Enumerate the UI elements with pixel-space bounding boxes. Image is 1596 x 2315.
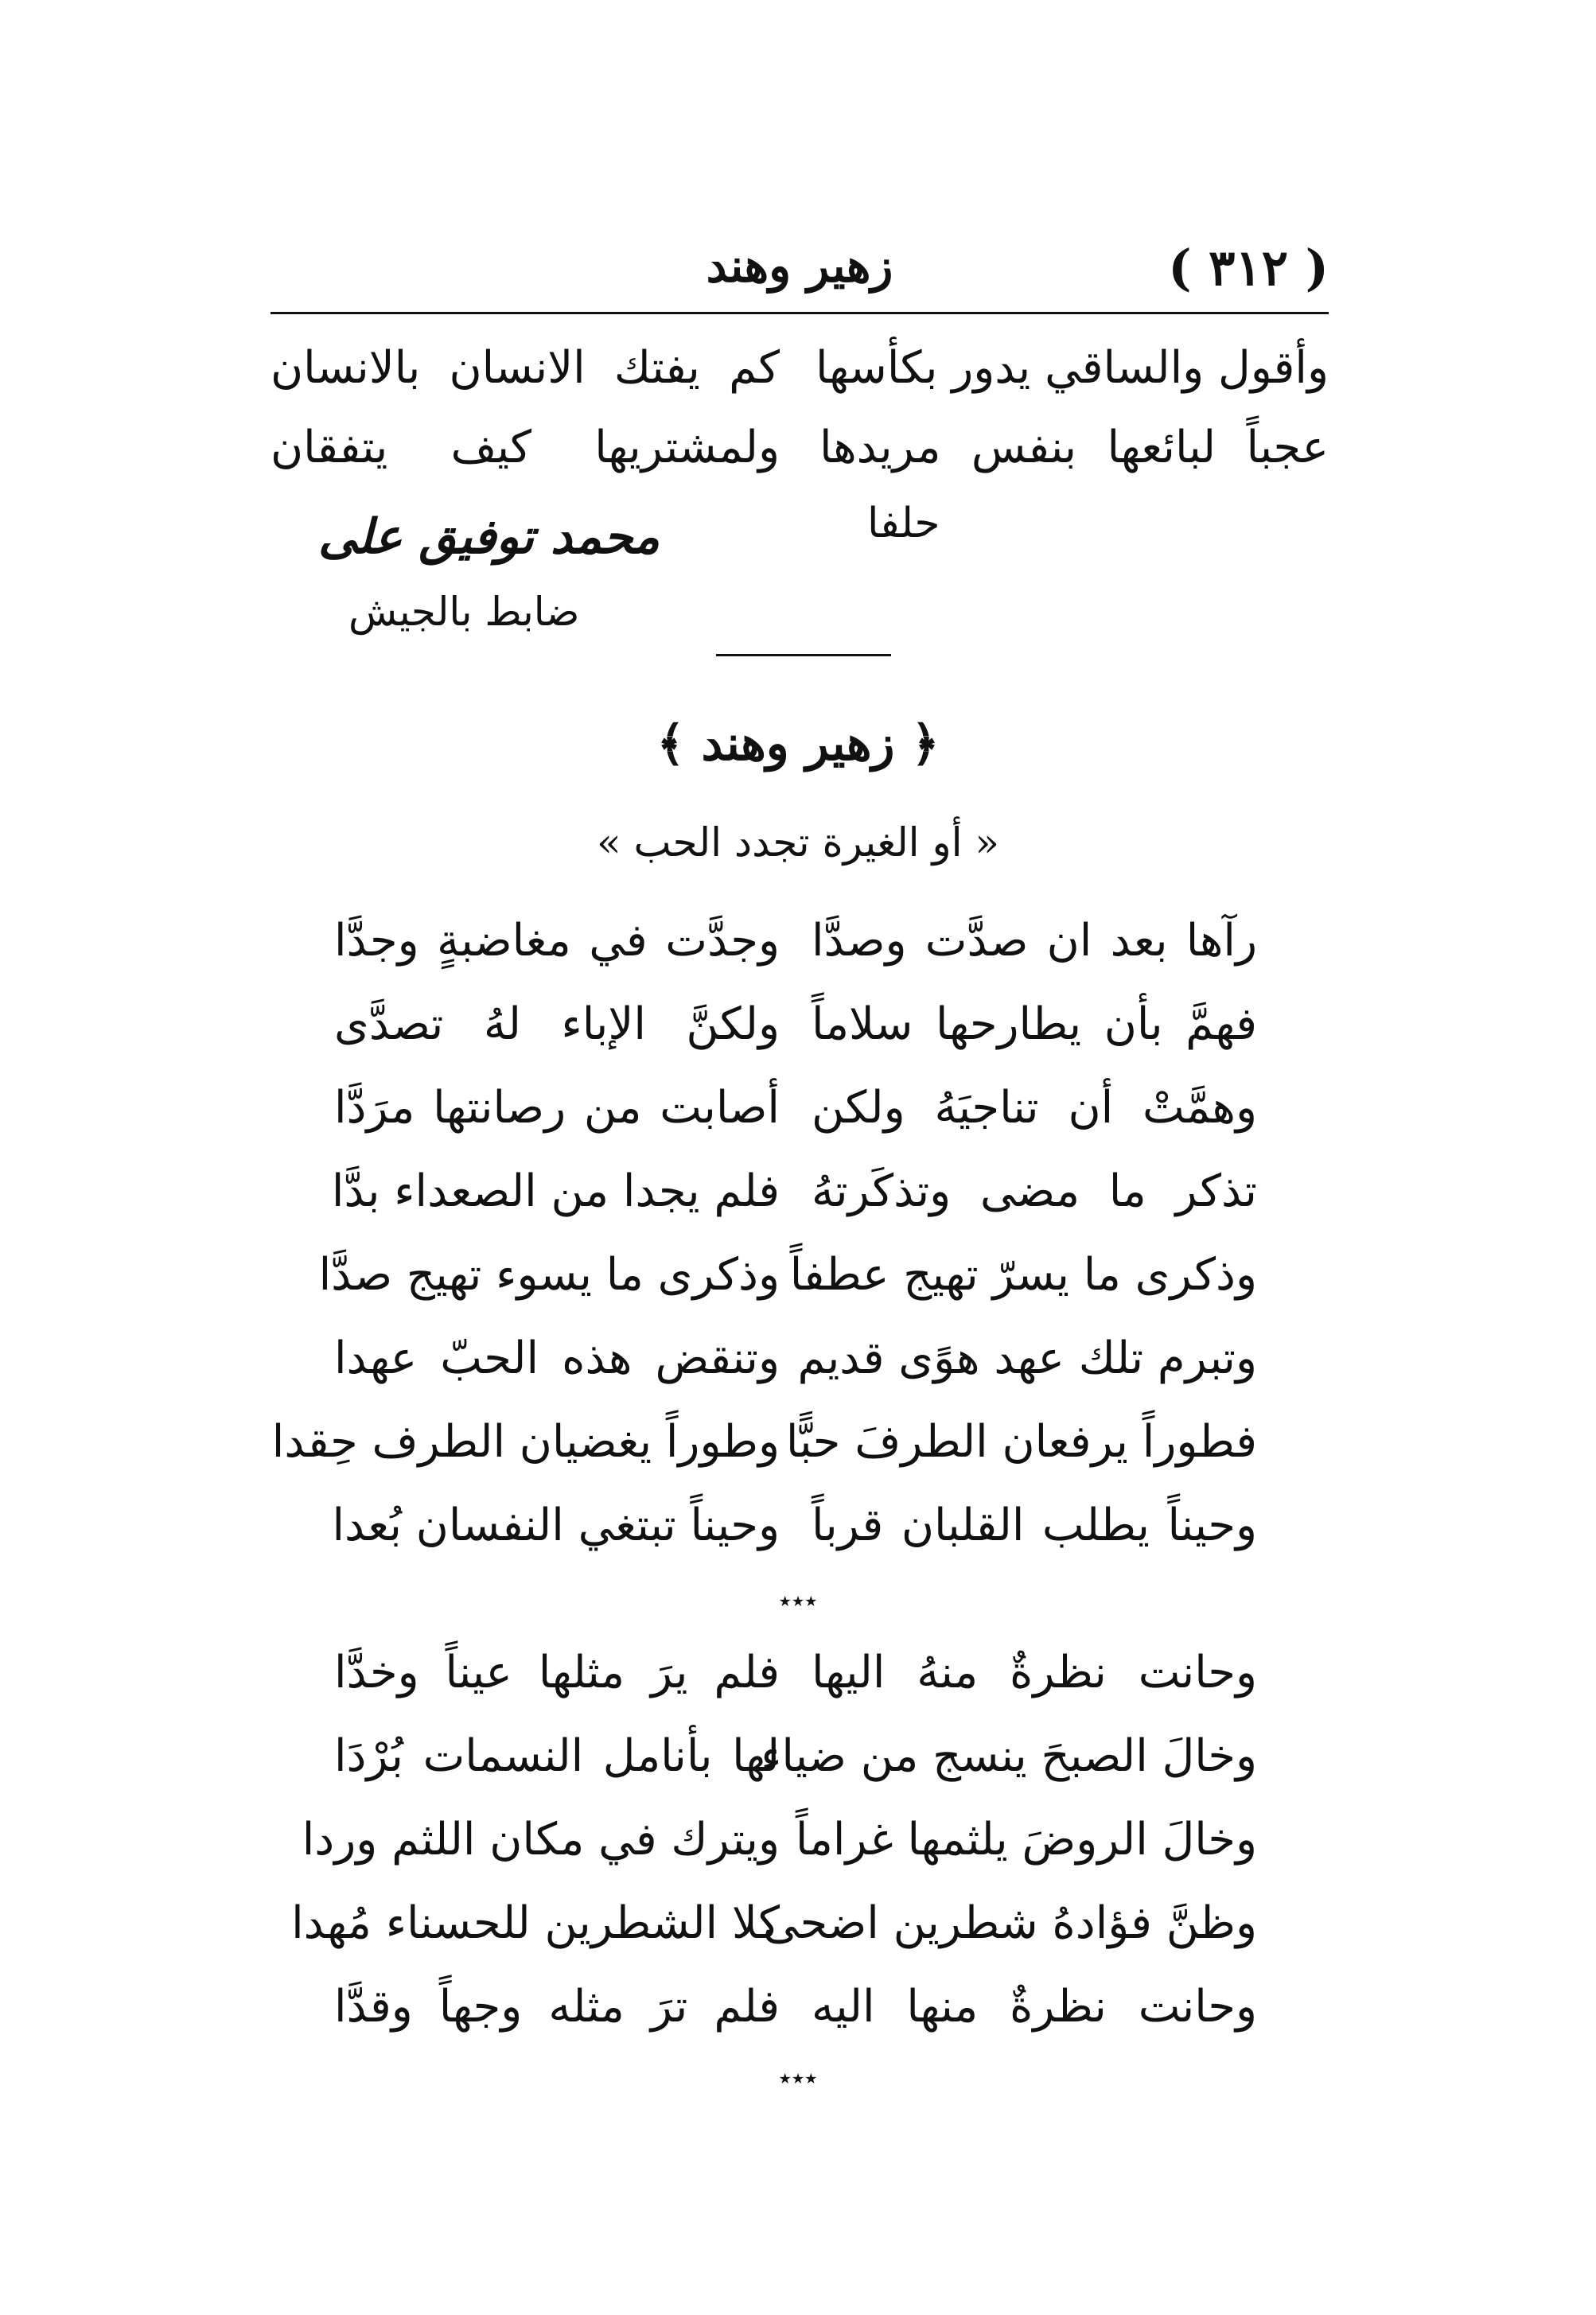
section-divider: [716, 654, 891, 656]
verse-line: [334, 1333, 1257, 1404]
verse-left-hemistich: فلم ترَ مثله وجهاً وقدَّا: [334, 1981, 780, 2033]
verse-line: [334, 1981, 1257, 2052]
author-rank: ضابط بالجيش: [348, 589, 580, 635]
verse-line: [271, 422, 1329, 493]
verse-right-hemistich: وخالَ الروضَ يلثمها غراماً: [795, 1814, 1257, 1866]
verse-right-hemistich: وذكرى ما يسرّ تهيج عطفاً: [789, 1249, 1257, 1301]
verse-right-hemistich: فطوراً يرفعان الطرفَ حبًّا: [785, 1416, 1257, 1468]
stanza-separator: ٭٭٭: [778, 2064, 818, 2092]
verse-line: [318, 1249, 1257, 1321]
verse-right-hemistich: تذكر ما مضى وتذكَرتهُ: [812, 1165, 1257, 1217]
verse-left-hemistich: أصابت من رصانتها مرَدَّا: [334, 1082, 780, 1134]
verse-right-hemistich: وحيناً يطلب القلبان قرباً: [812, 1500, 1257, 1551]
verse-line: [334, 1500, 1257, 1571]
verse-left-hemistich: وتنقض هذه الحبّ عهدا: [334, 1333, 780, 1384]
verse-left-hemistich: وطوراً يغضيان الطرف حِقدا: [271, 1416, 780, 1468]
verse-right-hemistich: رآها بعد ان صدَّت وصدَّا: [812, 915, 1257, 967]
poem-subtitle: « أو الغيرة تجدد الحب »: [596, 819, 999, 866]
verse-right-hemistich: وحانت نظرةٌ منهُ اليها: [812, 1647, 1257, 1698]
verse-right-hemistich: وظنَّ فؤادهُ شطرين اضحى: [762, 1897, 1257, 1949]
verse-line: [271, 342, 1329, 414]
verse-left-hemistich: ولمشتريها كيف يتفقان: [271, 422, 780, 473]
verse-right-hemistich: وحانت نظرةٌ منها اليه: [812, 1981, 1257, 2033]
verse-left-hemistich: ويترك في مكان اللثم وردا: [302, 1814, 780, 1866]
header-rule: [271, 312, 1329, 314]
running-title: زهير وهند: [706, 239, 893, 293]
verse-left-hemistich: وجدَّت في مغاضبةٍ وجدَّا: [334, 915, 780, 967]
verse-left-hemistich: كلا الشطرين للحسناء مُهدا: [291, 1897, 780, 1949]
verse-left-hemistich: فلم يجدا من الصعداء بدَّا: [331, 1165, 780, 1217]
verse-left-hemistich: لها بأنامل النسمات بُرْدَا: [334, 1730, 780, 1782]
verse-line: [302, 1814, 1257, 1885]
verse-right-hemistich: وتبرم تلك عهد هوًى قديم: [797, 1333, 1257, 1384]
verse-left-hemistich: وذكرى ما يسوء تهيج صدَّا: [318, 1249, 780, 1301]
verse-left-hemistich: كم يفتك الانسان بالانسان: [271, 342, 780, 394]
verse-line: [334, 1082, 1257, 1154]
verse-line: [334, 1647, 1257, 1718]
verse-right-hemistich: وهمَّتْ أن تناجيَهُ ولكن: [812, 1082, 1257, 1134]
poem-title: ﴿ زهير وهند ﴾: [656, 716, 940, 772]
verse-right-hemistich: عجباً لبائعها بنفس مريدها: [819, 422, 1329, 473]
verse-line: [334, 1730, 1257, 1802]
page-header: [271, 239, 1329, 310]
hafla-note: حلفا: [867, 500, 940, 547]
verse-line: [291, 1897, 1257, 1969]
verse-right-hemistich: وأقول والساقي يدور بكأسها: [816, 342, 1329, 394]
verse-right-hemistich: وخالَ الصبحَ ينسج من ضياء: [761, 1730, 1257, 1782]
verse-left-hemistich: وحيناً تبتغي النفسان بُعدا: [332, 1500, 780, 1551]
page-number: ( ٣١٢ ): [1168, 239, 1329, 297]
author-signature: محمد توفيق على: [318, 509, 660, 565]
verse-line: [334, 998, 1257, 1070]
verse-line: [271, 1416, 1257, 1488]
stanza-separator: ٭٭٭: [778, 1587, 818, 1615]
verse-left-hemistich: فلم يرَ مثلها عيناً وخدَّا: [334, 1647, 780, 1698]
verse-line: [331, 1165, 1257, 1237]
verse-left-hemistich: ولكنَّ الإباء لهُ تصدَّى: [334, 998, 780, 1050]
verse-right-hemistich: فهمَّ بأن يطارحها سلاماً: [812, 998, 1257, 1050]
verse-line: [334, 915, 1257, 986]
